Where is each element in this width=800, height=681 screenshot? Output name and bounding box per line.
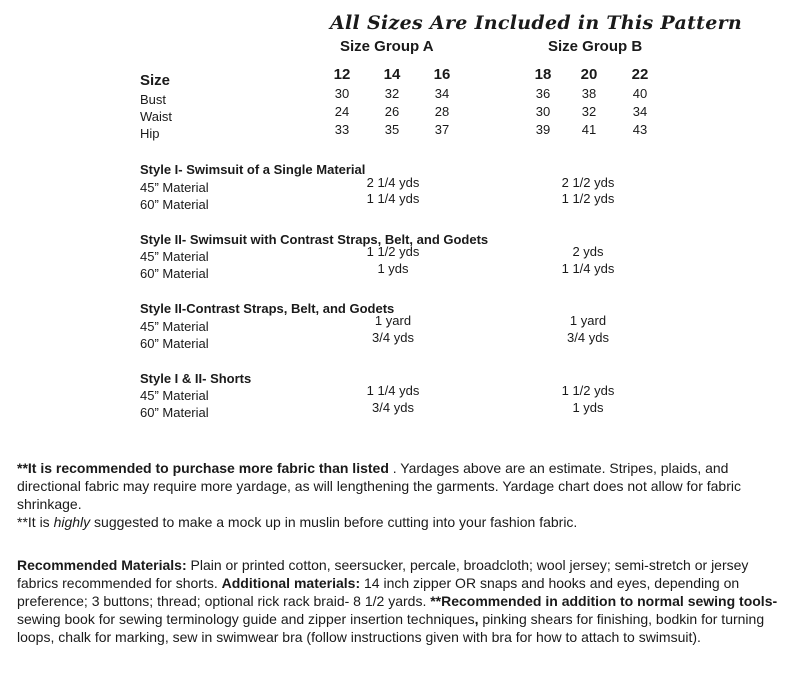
- purchase-note-bold: **It is recommended to purchase more fabric than listed: [17, 460, 389, 476]
- material-60-label: 60” Material: [140, 197, 209, 212]
- waist-value: 30: [535, 104, 551, 119]
- tools-heading: **Recommended in addition to normal sewing tools-: [430, 593, 778, 609]
- additional-materials-text: 14 inch zipper OR snaps and hooks and eyes, depending on preference; 3 buttons; thread; optional rick rack braid- 8 1/2 yards.: [17, 575, 740, 609]
- style-1-title: Style I- Swimsuit of a Single Material: [140, 162, 366, 177]
- hip-value: 41: [581, 122, 597, 137]
- waist-value: 32: [581, 104, 597, 119]
- waist-value: 24: [334, 104, 350, 119]
- size-12: 12: [333, 66, 351, 83]
- waist-value: 34: [632, 104, 648, 119]
- yardage-group-b: 1 yard: [569, 313, 607, 328]
- recommended-materials-heading: Recommended Materials:: [17, 557, 187, 573]
- size-16: 16: [433, 66, 451, 83]
- hip-value: 43: [632, 122, 648, 137]
- purchase-note-text: . Yardages above are an estimate. Stripes, plaids, and directional fabric may require more yardage, as will lengthening the garments. Yardage chart does not allow for fabric shrinkage.: [17, 460, 741, 512]
- yardage-group-b: 2 1/2 yds: [561, 175, 615, 190]
- bust-value: 40: [632, 86, 648, 101]
- material-45-label: 45” Material: [140, 249, 209, 264]
- bust-value: 32: [384, 86, 400, 101]
- waist-value: 26: [384, 104, 400, 119]
- yardage-group-a: 3/4 yds: [372, 400, 414, 415]
- bust-label: Bust: [140, 92, 167, 107]
- yardage-group-b: 1 1/4 yds: [561, 261, 615, 276]
- waist-value: 28: [434, 104, 450, 119]
- size-group-b-heading: Size Group B: [548, 38, 643, 55]
- mockup-note-emphasis: highly: [53, 514, 91, 530]
- yardage-group-b: 1 1/2 yds: [561, 383, 615, 398]
- yardage-group-b: 1 1/2 yds: [561, 191, 615, 206]
- tools-text-continued: pinking shears for finishing, bodkin for turning loops, chalk for marking, sew in swimwear bra (follow instructions given with bra for how to attach to swimsuit).: [17, 611, 765, 645]
- yardage-group-a: 1 1/2 yds: [366, 244, 420, 259]
- size-group-a-heading: Size Group A: [340, 38, 434, 55]
- material-60-label: 60” Material: [140, 266, 209, 281]
- size-14: 14: [383, 66, 401, 83]
- size-18: 18: [534, 66, 552, 83]
- tools-comma: ,: [474, 611, 479, 627]
- size-22: 22: [631, 66, 649, 83]
- pattern-title: All Sizes Are Included in This Pattern: [330, 12, 743, 34]
- hip-value: 37: [434, 122, 450, 137]
- yardage-group-a: 1 yard: [374, 313, 412, 328]
- hip-label: Hip: [140, 126, 160, 141]
- yardage-group-a: 3/4 yds: [372, 330, 414, 345]
- waist-label: Waist: [140, 109, 173, 124]
- hip-value: 33: [334, 122, 350, 137]
- bust-value: 38: [581, 86, 597, 101]
- size-20: 20: [580, 66, 598, 83]
- yardage-group-a: 1 1/4 yds: [366, 383, 420, 398]
- additional-materials-heading: Additional materials:: [221, 575, 361, 591]
- purchase-note: [17, 459, 793, 531]
- tools-text: sewing book for sewing terminology guide and zipper insertion techniques: [17, 611, 475, 627]
- recommended-materials-text: Plain or printed cotton, seersucker, percale, broadcloth; wool jersey; semi-stretch or jersey fabrics recommended for shorts.: [17, 557, 749, 591]
- hip-value: 35: [384, 122, 400, 137]
- bust-value: 34: [434, 86, 450, 101]
- materials-note: [17, 556, 793, 646]
- mockup-note-lead: **It is: [17, 514, 54, 530]
- mockup-note-text: suggested to make a mock up in muslin before cutting into your fashion fabric.: [90, 514, 578, 530]
- yardage-group-a: 1 yds: [377, 261, 409, 276]
- material-45-label: 45” Material: [140, 388, 209, 403]
- material-45-label: 45” Material: [140, 319, 209, 334]
- yardage-group-b: 1 yds: [572, 400, 604, 415]
- yardage-group-b: 3/4 yds: [567, 330, 609, 345]
- style-2-contrast-title: Style II-Contrast Straps, Belt, and Godets: [140, 301, 395, 316]
- yardage-group-a: 2 1/4 yds: [366, 175, 420, 190]
- yardage-group-b: 2 yds: [572, 244, 604, 259]
- hip-value: 39: [535, 122, 551, 137]
- style-2-title: Style II- Swimsuit with Contrast Straps, Belt, and Godets: [140, 232, 489, 247]
- material-60-label: 60” Material: [140, 405, 209, 420]
- material-45-label: 45” Material: [140, 180, 209, 195]
- bust-value: 30: [334, 86, 350, 101]
- bust-value: 36: [535, 86, 551, 101]
- shorts-title: Style I & II- Shorts: [140, 371, 252, 386]
- material-60-label: 60” Material: [140, 336, 209, 351]
- yardage-group-a: 1 1/4 yds: [366, 191, 420, 206]
- size-row-label: Size: [140, 72, 171, 89]
